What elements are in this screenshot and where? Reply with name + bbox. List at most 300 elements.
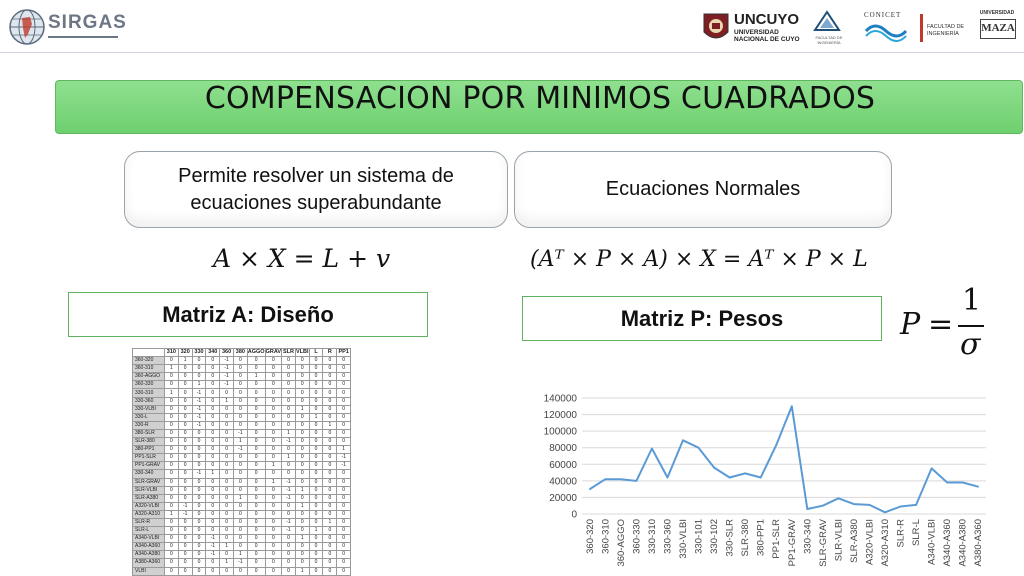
matrix-cell: 0: [323, 535, 337, 543]
matrix-row: [133, 389, 351, 397]
matrix-cell: 0: [323, 567, 337, 575]
matrix-cell: 0: [220, 518, 234, 526]
sirgas-wordmark: SIRGAS: [48, 12, 127, 33]
matrix-cell: -1: [282, 486, 296, 494]
matrix-cell: 1: [265, 478, 281, 486]
matrix-cell: 0: [206, 454, 220, 462]
chart-y-tick-label: 120000: [543, 410, 577, 422]
matrix-cell: 0: [309, 510, 323, 518]
matrix-row-label: PP1-SLR: [133, 454, 165, 462]
uncuyo-subtitle: [734, 29, 804, 43]
matrix-cell: 0: [247, 478, 265, 486]
matrix-row-label: 360-310: [133, 365, 165, 373]
matrix-cell: 1: [206, 470, 220, 478]
matrix-cell: 0: [233, 502, 247, 510]
matrix-cell: 0: [265, 470, 281, 478]
matrix-row-label: A320-VLBI: [133, 502, 165, 510]
chart-data-point: [977, 486, 979, 488]
matrix-cell: 0: [265, 527, 281, 535]
matrix-cell: 0: [247, 413, 265, 421]
matrix-cell: 0: [323, 454, 337, 462]
matrix-cell: 0: [178, 413, 192, 421]
matrix-cell: 0: [165, 535, 179, 543]
chart-x-tick-label: SLR-VLBI: [833, 519, 845, 562]
matrix-cell: 0: [247, 389, 265, 397]
chart-x-tick-label: 380-PP1: [755, 519, 767, 556]
matrix-row-label: A340-A360: [133, 543, 165, 551]
matrix-cell: 0: [265, 486, 281, 494]
matrix-cell: 0: [295, 373, 309, 381]
matrix-cell: 1: [309, 527, 323, 535]
chart-data-point: [698, 447, 700, 449]
matrix-cell: 0: [165, 486, 179, 494]
matrix-row-label: 330-360: [133, 397, 165, 405]
matrix-cell: 0: [206, 413, 220, 421]
matrix-cell: 0: [265, 365, 281, 373]
matrix-cell: 0: [178, 373, 192, 381]
matrix-cell: 0: [165, 381, 179, 389]
matrix-cell: 0: [165, 502, 179, 510]
matrix-cell: 0: [282, 389, 296, 397]
matrix-cell: 0: [206, 494, 220, 502]
matrix-cell: 0: [247, 510, 265, 518]
matrix-cell: -1: [337, 454, 351, 462]
matrix-cell: 0: [295, 551, 309, 559]
matrix-cell: -1: [282, 494, 296, 502]
design-formula: A × X = L + v: [213, 244, 391, 273]
matrix-cell: 1: [165, 510, 179, 518]
matrix-cell: 0: [220, 527, 234, 535]
matrix-cell: 1: [165, 365, 179, 373]
chart-x-tick-label: 330-VLBI: [678, 519, 689, 559]
matrix-cell: 0: [247, 551, 265, 559]
chart-x-tick-label: 360-310: [600, 519, 612, 554]
matrix-cell: 0: [295, 518, 309, 526]
chart-data-point: [589, 488, 591, 490]
matrix-cell: 0: [309, 365, 323, 373]
chart-data-point: [651, 448, 653, 450]
matrix-cell: 0: [247, 365, 265, 373]
matrix-cell: -1: [192, 389, 206, 397]
normal-equations-box: [514, 151, 892, 228]
matrix-column-header: GRAV: [265, 349, 282, 356]
matrix-row-label: 330-310: [133, 389, 165, 397]
matrix-cell: 0: [323, 413, 337, 421]
chart-data-point: [807, 508, 809, 510]
matrix-cell: 0: [265, 535, 281, 543]
chart-data-point: [869, 504, 871, 506]
matrix-cell: -1: [337, 462, 351, 470]
matrix-cell: 0: [337, 381, 351, 389]
matrix-p-label-box: [522, 296, 882, 341]
matrix-cell: 0: [233, 357, 247, 365]
matrix-cell: 0: [295, 357, 309, 365]
matrix-cell: 0: [233, 389, 247, 397]
matrix-row-label: A320-A310: [133, 510, 165, 518]
matrix-cell: 0: [206, 421, 220, 429]
matrix-cell: 0: [247, 527, 265, 535]
matrix-row: [133, 535, 351, 543]
matrix-column-header: PP1: [338, 349, 349, 356]
normal-equations-text: Ecuaciones Normales: [605, 178, 801, 200]
matrix-cell: 1: [323, 421, 337, 429]
matrix-row: [133, 478, 351, 486]
matrix-cell: 0: [337, 373, 351, 381]
matrix-cell: 0: [247, 421, 265, 429]
facultad-label: [927, 24, 964, 38]
matrix-cell: 0: [178, 429, 192, 437]
globe-icon: [8, 8, 46, 46]
matrix-cell: 0: [323, 494, 337, 502]
matrix-cell: 0: [265, 543, 281, 551]
matrix-cell: 0: [323, 365, 337, 373]
matrix-cell: 0: [295, 413, 309, 421]
chart-data-point: [962, 482, 964, 484]
matrix-cell: 0: [192, 454, 206, 462]
facultad-accent-bar: [920, 14, 923, 42]
chart-x-tick-label: A340-A380: [957, 519, 969, 567]
matrix-cell: 0: [247, 535, 265, 543]
matrix-cell: 0: [265, 373, 281, 381]
chart-data-point: [946, 482, 948, 484]
matrix-row: [133, 543, 351, 551]
matrix-cell: 0: [220, 551, 234, 559]
matrix-column-header: R: [323, 349, 337, 357]
facultad-label-line1: FACULTAD DE: [927, 24, 965, 30]
matrix-cell: -1: [220, 357, 234, 365]
chart-x-tick-label: 360-AGGO: [615, 519, 627, 567]
matrix-cell: -1: [282, 518, 296, 526]
matrix-row: [133, 502, 351, 510]
matrix-row: [133, 510, 351, 518]
chart-data-point: [713, 467, 715, 469]
matrix-cell: 0: [282, 510, 296, 518]
matrix-cell: -1: [282, 527, 296, 535]
matrix-cell: 0: [165, 454, 179, 462]
matrix-cell: 1: [337, 446, 351, 454]
matrix-cell: 0: [192, 494, 206, 502]
matrix-cell: 0: [295, 381, 309, 389]
matrix-cell: -1: [206, 535, 220, 543]
matrix-cell: 0: [337, 527, 351, 535]
matrix-cell: 0: [233, 470, 247, 478]
matrix-cell: 0: [178, 438, 192, 446]
matrix-cell: 0: [206, 357, 220, 365]
matrix-cell: 0: [337, 478, 351, 486]
chart-x-tick-label: 330-340: [802, 519, 814, 554]
chart-x-tick-label: 360-320: [584, 519, 596, 554]
matrix-p-label: Matriz P: Pesos: [620, 305, 784, 331]
matrix-cell: 0: [165, 543, 179, 551]
matrix-cell: 0: [192, 502, 206, 510]
chart-data-point: [729, 477, 731, 479]
chart-data-point: [667, 477, 669, 479]
weights-chart: [530, 384, 1000, 576]
maza-logo: MAZA: [980, 19, 1016, 39]
chart-data-point: [791, 405, 793, 407]
matrix-cell: 0: [337, 486, 351, 494]
chart-x-tick-label: PP1-SLR: [771, 519, 783, 559]
matrix-cell: 0: [323, 486, 337, 494]
matrix-cell: 0: [337, 559, 351, 567]
matrix-cell: 0: [192, 486, 206, 494]
matrix-row-label: SLR-VLBI: [133, 486, 165, 494]
matrix-cell: 0: [233, 405, 247, 413]
matrix-cell: 0: [178, 454, 192, 462]
matrix-row-label: A340-A380: [133, 551, 165, 559]
matrix-cell: 0: [337, 429, 351, 437]
matrix-cell: 0: [206, 389, 220, 397]
matrix-row: [133, 518, 351, 526]
matrix-cell: 0: [247, 567, 265, 575]
matrix-cell: 0: [337, 438, 351, 446]
ingenieria-caption: FACULTAD DE INGENIERÍA: [815, 35, 843, 45]
matrix-cell: 0: [337, 413, 351, 421]
matrix-cell: 0: [323, 502, 337, 510]
matrix-cell: 0: [178, 527, 192, 535]
matrix-cell: 0: [323, 357, 337, 365]
matrix-cell: 0: [247, 462, 265, 470]
matrix-cell: 0: [247, 438, 265, 446]
matrix-cell: 0: [265, 502, 281, 510]
matrix-cell: 0: [337, 510, 351, 518]
matrix-cell: 1: [247, 373, 265, 381]
matrix-cell: 0: [282, 470, 296, 478]
matrix-cell: 0: [233, 535, 247, 543]
matrix-cell: 0: [206, 527, 220, 535]
matrix-cell: 0: [265, 405, 281, 413]
matrix-cell: 1: [295, 486, 309, 494]
matrix-cell: 0: [192, 438, 206, 446]
matrix-cell: 0: [178, 518, 192, 526]
chart-data-point: [636, 480, 638, 482]
matrix-cell: 0: [323, 373, 337, 381]
matrix-cell: 0: [323, 381, 337, 389]
matrix-cell: 1: [220, 559, 234, 567]
matrix-cell: 0: [192, 429, 206, 437]
description-line1: Permite resolver un sistema de: [178, 164, 454, 187]
matrix-cell: 0: [165, 567, 179, 575]
matrix-cell: 0: [220, 510, 234, 518]
matrix-cell: 0: [323, 478, 337, 486]
matrix-row: [133, 470, 351, 478]
matrix-cell: 1: [295, 502, 309, 510]
matrix-cell: 0: [309, 381, 323, 389]
matrix-cell: 0: [220, 470, 234, 478]
matrix-row-label: 330-VLBI: [133, 405, 165, 413]
matrix-cell: 0: [220, 454, 234, 462]
matrix-cell: 0: [295, 478, 309, 486]
matrix-cell: 0: [192, 365, 206, 373]
matrix-cell: 1: [265, 462, 281, 470]
matrix-cell: 0: [309, 470, 323, 478]
chart-y-tick-label: 60000: [549, 459, 577, 471]
matrix-row: [133, 446, 351, 454]
matrix-cell: 0: [247, 357, 265, 365]
matrix-cell: 0: [206, 373, 220, 381]
matrix-cell: 1: [309, 413, 323, 421]
matrix-cell: 0: [295, 421, 309, 429]
matrix-cell: 0: [165, 413, 179, 421]
matrix-cell: 0: [309, 543, 323, 551]
matrix-cell: 0: [192, 527, 206, 535]
matrix-cell: 0: [220, 429, 234, 437]
matrix-cell: 0: [165, 357, 179, 365]
matrix-cell: 0: [247, 494, 265, 502]
matrix-cell: 0: [233, 462, 247, 470]
weight-formula-denominator: σ: [960, 327, 981, 362]
matrix-cell: 0: [295, 559, 309, 567]
chart-data-point: [900, 506, 902, 508]
matrix-cell: 0: [282, 462, 296, 470]
uncuyo-sub-line2: NACIONAL DE CUYO: [734, 36, 800, 43]
chart-x-tick-label: SLR-R: [895, 519, 907, 548]
matrix-header-row: [133, 349, 351, 357]
matrix-cell: -1: [206, 551, 220, 559]
matrix-column-header: 320: [178, 349, 192, 357]
matrix-cell: -1: [206, 543, 220, 551]
matrix-row: [133, 429, 351, 437]
matrix-cell: 0: [309, 389, 323, 397]
chart-y-tick-label: 20000: [549, 492, 577, 504]
matrix-cell: 0: [309, 502, 323, 510]
matrix-cell: 0: [220, 494, 234, 502]
matrix-cell: 0: [323, 559, 337, 567]
matrix-cell: 0: [337, 551, 351, 559]
matrix-cell: 0: [337, 543, 351, 551]
matrix-cell: 0: [192, 567, 206, 575]
matrix-cell: 0: [247, 559, 265, 567]
matrix-cell: 0: [295, 438, 309, 446]
matrix-cell: 0: [337, 357, 351, 365]
matrix-cell: 0: [295, 543, 309, 551]
matrix-cell: 0: [165, 551, 179, 559]
matrix-cell: 0: [233, 413, 247, 421]
matrix-cell: 0: [295, 389, 309, 397]
ingenieria-logo-icon: [812, 10, 842, 34]
matrix-cell: 0: [206, 518, 220, 526]
matrix-cell: 0: [265, 494, 281, 502]
matrix-column-header: 310: [165, 349, 179, 357]
matrix-cell: 0: [192, 446, 206, 454]
matrix-cell: 0: [178, 462, 192, 470]
matrix-cell: 0: [233, 381, 247, 389]
matrix-cell: 0: [323, 446, 337, 454]
matrix-body: [133, 357, 351, 576]
matrix-cell: -1: [178, 510, 192, 518]
matrix-cell: 1: [165, 389, 179, 397]
chart-x-tick-label: 330-360: [662, 519, 674, 554]
matrix-cell: 0: [165, 405, 179, 413]
matrix-cell: 0: [282, 502, 296, 510]
matrix-cell: 0: [178, 470, 192, 478]
matrix-cell: -1: [233, 429, 247, 437]
matrix-cell: 0: [206, 365, 220, 373]
matrix-cell: 0: [337, 535, 351, 543]
matrix-cell: -1: [192, 470, 206, 478]
matrix-row-label: A340-VLBI: [133, 535, 165, 543]
matrix-row-label: VLBI: [133, 567, 165, 575]
matrix-cell: 0: [165, 421, 179, 429]
facultad-label-line2: INGENIERÍA: [927, 31, 959, 37]
matrix-row-label: 360-320: [133, 357, 165, 365]
matrix-cell: 0: [178, 486, 192, 494]
matrix-cell: 0: [337, 567, 351, 575]
description-line2: ecuaciones superabundante: [190, 191, 442, 214]
matrix-cell: 0: [178, 389, 192, 397]
description-box: [124, 151, 508, 228]
chart-x-tick-label: A320-VLBI: [864, 519, 876, 565]
matrix-cell: 0: [233, 365, 247, 373]
matrix-cell: 0: [233, 478, 247, 486]
matrix-column-header: SLR: [282, 349, 294, 356]
matrix-row: [133, 405, 351, 413]
matrix-cell: 0: [309, 494, 323, 502]
chart-data-point: [620, 478, 622, 480]
weight-formula: [898, 283, 994, 363]
matrix-cell: 1: [233, 438, 247, 446]
matrix-cell: 0: [233, 373, 247, 381]
matrix-cell: 0: [206, 559, 220, 567]
chart-data-point: [853, 503, 855, 505]
matrix-cell: 0: [265, 389, 281, 397]
matrix-cell: 0: [178, 551, 192, 559]
matrix-cell: 0: [295, 397, 309, 405]
matrix-cell: 0: [206, 397, 220, 405]
matrix-cell: 0: [206, 478, 220, 486]
matrix-cell: 0: [309, 518, 323, 526]
chart-y-tick-label: 40000: [549, 476, 577, 488]
matrix-cell: -1: [192, 405, 206, 413]
matrix-cell: 0: [192, 478, 206, 486]
chart-x-tick-label: A320-A310: [880, 519, 891, 567]
matrix-cell: 0: [192, 357, 206, 365]
matrix-column-header: 380: [233, 349, 247, 357]
uncuyo-sub-line1: UNIVERSIDAD: [734, 29, 779, 36]
matrix-row: [133, 413, 351, 421]
matrix-cell: -1: [192, 421, 206, 429]
matrix-cell: 0: [309, 357, 323, 365]
matrix-cell: 0: [220, 486, 234, 494]
matrix-cell: 0: [337, 502, 351, 510]
matrix-cell: 0: [265, 559, 281, 567]
matrix-cell: 0: [295, 470, 309, 478]
matrix-column-header: VLBI: [296, 349, 309, 356]
chart-data-point: [605, 478, 607, 480]
matrix-cell: 0: [206, 502, 220, 510]
maza-caption: UNIVERSIDAD: [979, 10, 1015, 16]
matrix-cell: 1: [220, 543, 234, 551]
matrix-cell: 0: [265, 429, 281, 437]
matrix-cell: 0: [247, 543, 265, 551]
matrix-cell: 0: [323, 551, 337, 559]
matrix-cell: -1: [220, 365, 234, 373]
matrix-cell: 0: [323, 397, 337, 405]
matrix-cell: 0: [165, 559, 179, 567]
chart-data-point: [682, 439, 684, 441]
matrix-a-label: Matriz A: Diseño: [162, 301, 334, 327]
matrix-cell: 0: [206, 510, 220, 518]
matrix-cell: -1: [220, 381, 234, 389]
weight-formula-numerator: 1: [962, 283, 982, 318]
matrix-row-label: 330-L: [133, 413, 165, 421]
matrix-cell: 0: [247, 397, 265, 405]
matrix-row-label: 360-AGGO: [133, 373, 165, 381]
matrix-cell: 0: [265, 518, 281, 526]
chart-series-line: [590, 406, 978, 512]
matrix-cell: -1: [192, 413, 206, 421]
chart-data-point: [775, 444, 777, 446]
